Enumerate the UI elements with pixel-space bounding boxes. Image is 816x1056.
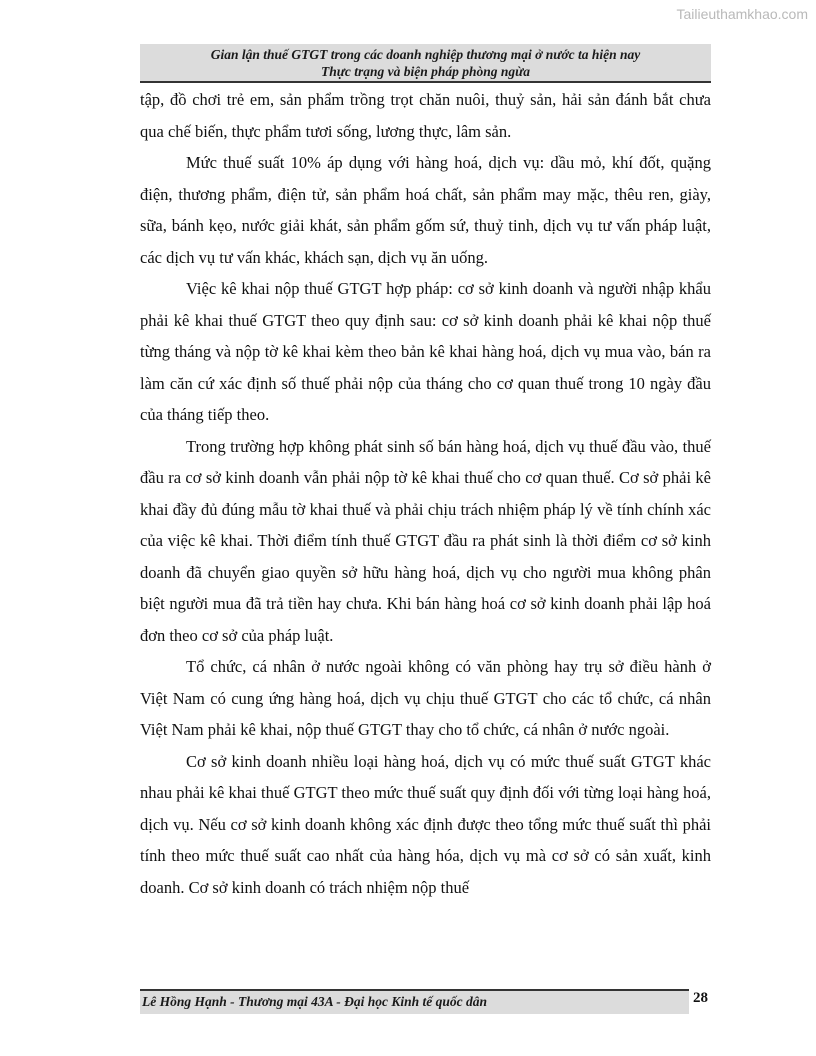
- page-header: [140, 44, 711, 83]
- page-number: 28: [693, 990, 708, 1006]
- paragraph-tax-declaration: Việc kê khai nộp thuế GTGT hợp pháp: cơ sở kinh doanh và người nhập khẩu phải kê khai thuế GTGT theo quy định sau: cơ sở kinh doanh phải kê khai nộp thuế từng tháng và nộp tờ kê khai kèm theo bản kê khai hàng hoá, dịch vụ mua vào, bán ra làm căn cứ xác định số thuế phải nộp của tháng cho cơ quan thuế trong 10 ngày đầu của tháng tiếp theo.: [140, 279, 711, 424]
- header-subtitle: Thực trạng và biện pháp phòng ngừa: [321, 64, 530, 79]
- paragraph-no-sales-case: Trong trường hợp không phát sinh số bán hàng hoá, dịch vụ thuế đầu vào, thuế đầu ra cơ sở kinh doanh vẫn phải nộp tờ kê khai thuế cho cơ quan thuế. Cơ sở phải kê khai đầy đủ đúng mẫu tờ khai thuế và phải chịu trách nhiệm pháp lý về tính chính xác của việc kê khai. Thời điểm tính thuế GTGT đầu ra phát sinh là thời điểm cơ sở kinh doanh đã chuyển giao quyền sở hữu hàng hoá, dịch vụ cho người mua không phân biệt người mua đã trả tiền hay chưa. Khi bán hàng hoá cơ sở kinh doanh phải lập hoá đơn theo cơ sở của pháp luật.: [140, 436, 711, 645]
- footer-author: Lê Hồng Hạnh - Thương mại 43A - Đại học Kinh tế quốc dân: [142, 994, 488, 1009]
- watermark: Tailieuthamkhao.com: [676, 6, 808, 22]
- paragraph-multiple-rates: Cơ sở kinh doanh nhiều loại hàng hoá, dịch vụ có mức thuế suất GTGT khác nhau phải kê khai thuế GTGT theo mức thuế suất quy định đối với từng loại hàng hoá, dịch vụ. Nếu cơ sở kinh doanh không xác định được theo tổng mức thuế suất thì phải tính theo mức thuế suất cao nhất của hàng hóa, dịch vụ mà cơ sở có sản xuất, kinh doanh. Cơ sở kinh doanh có trách nhiệm nộp thuế: [140, 751, 711, 897]
- page-footer: [140, 989, 689, 1014]
- paragraph-tax-rate-10: Mức thuế suất 10% áp dụng với hàng hoá, dịch vụ: dầu mỏ, khí đốt, quặng điện, thương phẩm, điện tử, sản phẩm hoá chất, sản phẩm may mặc, thêu ren, giày, sữa, bánh kẹo, nước giải khát, sản phẩm gốm sứ, thuỷ tinh, dịch vụ tư vấn pháp luật, các dịch vụ tư vấn khác, khách sạn, dịch vụ ăn uống.: [140, 153, 711, 267]
- paragraph-foreign-entities: Tổ chức, cá nhân ở nước ngoài không có văn phòng hay trụ sở điều hành ở Việt Nam có cung ứng hàng hoá, dịch vụ chịu thuế GTGT cho các tổ chức, cá nhân Việt Nam phải kê khai, nộp thuế GTGT thay cho tổ chức, cá nhân ở nước ngoài.: [140, 657, 711, 739]
- header-title: Gian lận thuế GTGT trong các doanh nghiệp thương mại ở nước ta hiện nay: [210, 47, 641, 62]
- document-body: [140, 84, 711, 903]
- paragraph-continuation: tập, đồ chơi trẻ em, sản phẩm trồng trọt chăn nuôi, thuỷ sản, hải sản đánh bắt chưa qua chế biến, thực phẩm tươi sống, lương thực, lâm sản.: [140, 90, 711, 141]
